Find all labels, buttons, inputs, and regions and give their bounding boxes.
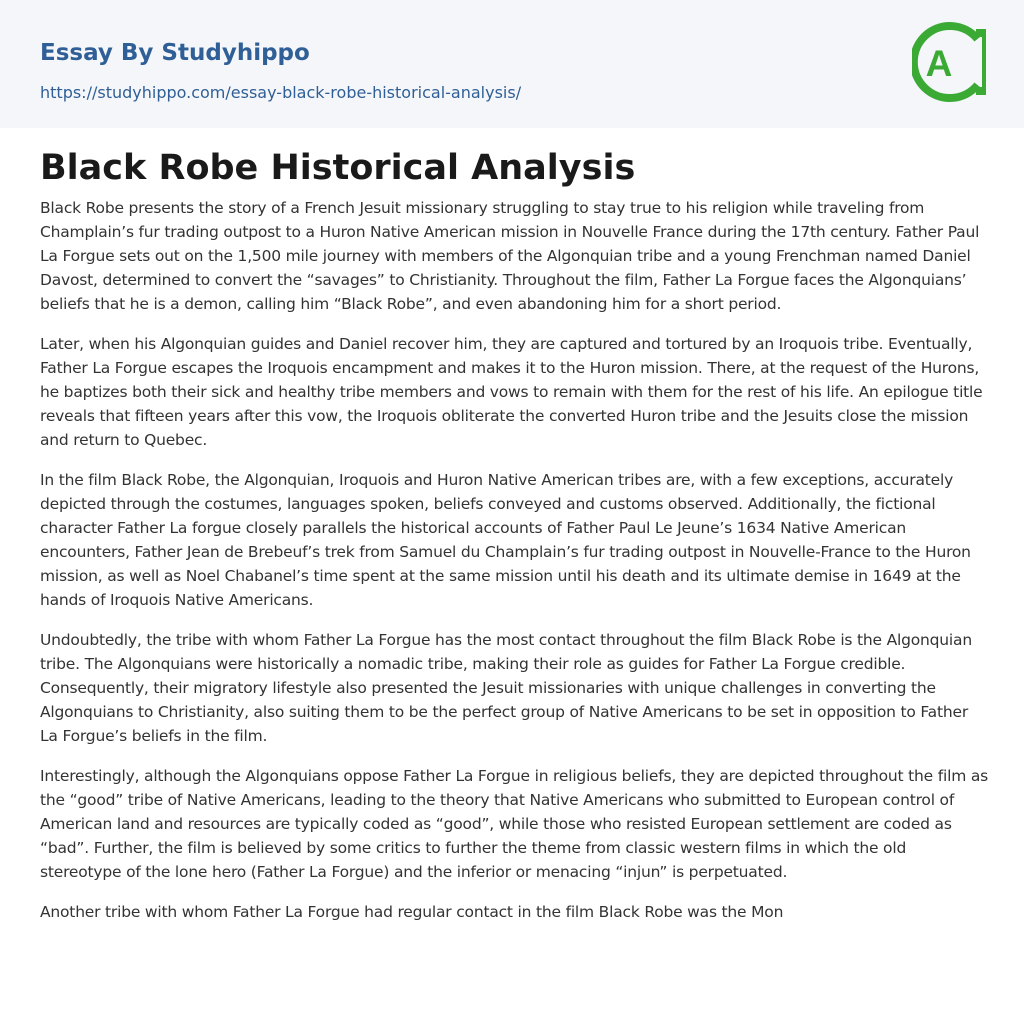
essay-content: [40, 146, 988, 940]
page-title: Black Robe Historical Analysis: [40, 148, 636, 188]
essay-paragraph: In the film Black Robe, the Algonquian, Iroquois and Huron Native American tribes are, with a few exceptions, accurately depicted through the costumes, languages spoken, beliefs conveyed and customs observed. Additionally, the fictional character Father La forgue closely parallels the historical accounts of Father Paul Le Jeune’s 1634 Native American encounters, Father Jean de Brebeuf’s trek from Samuel du Champlain’s fur trading outpost in Nouvelle-France to the Huron mission, as well as Noel Chabanel’s time spent at the same mission until his death and its ultimate demise in 1649 at the hands of Iroquois Native Americans.: [40, 471, 971, 609]
essay-paragraph: Interestingly, although the Algonquians oppose Father La Forgue in religious beliefs, they are depicted throughout the film as the “good” tribe of Native Americans, leading to the theory that Native Americans who submitted to European control of American land and resources are typically coded as “good”, while those who resisted European settlement are coded as “bad”. Further, the film is believed by some critics to further the theme from classic western films in which the old stereotype of the lone hero (Father La Forgue) and the inferior or menacing “injun” is perpetuated.: [40, 767, 988, 881]
site-header: [0, 0, 1024, 128]
essay-paragraph: Black Robe presents the story of a French Jesuit missionary struggling to stay true to his religion while traveling from Champlain’s fur trading outpost to a Huron Native American mission in Nouvelle France during the 17th century. Father Paul La Forgue sets out on the 1,500 mile journey with members of the Algonquian tribe and a young Frenchman named Daniel Davost, determined to convert the “savages” to Christianity. Throughout the film, Father La Forgue faces the Algonquians’ beliefs that he is a demon, calling him “Black Robe”, and even abandoning him for a short period.: [40, 199, 980, 313]
logo-letter: A: [925, 43, 953, 84]
essay-paragraph: Undoubtedly, the tribe with whom Father La Forgue has the most contact throughout the film Black Robe is the Algonquian tribe. The Algonquians were historically a nomadic tribe, making their role as guides for Father La Forgue credible. Consequently, their migratory lifestyle also presented the Jesuit missionaries with unique challenges in converting the Algonquians to Christianity, also suiting them to be the perfect group of Native Americans to be set in opposition to Father La Forgue’s beliefs in the film.: [40, 631, 972, 745]
essay-paragraph: Later, when his Algonquian guides and Daniel recover him, they are captured and tortured by an Iroquois tribe. Eventually, Father La Forgue escapes the Iroquois encampment and makes it to the Huron mission. There, at the request of the Hurons, he baptizes both their sick and healthy tribe members and vows to remain with them for the rest of his life. An epilogue title reveals that fifteen years after this vow, the Iroquois obliterate the converted Huron tribe and the Jesuits close the mission and return to Quebec.: [40, 335, 983, 449]
essay-url-link[interactable]: https://studyhippo.com/essay-black-robe-historical-analysis/: [40, 83, 522, 102]
essay-paragraph: Another tribe with whom Father La Forgue had regular contact in the film Black Robe was the Mon: [40, 903, 784, 921]
site-title[interactable]: Essay By Studyhippo: [40, 40, 310, 66]
studyhippo-logo-icon[interactable]: [912, 19, 986, 105]
